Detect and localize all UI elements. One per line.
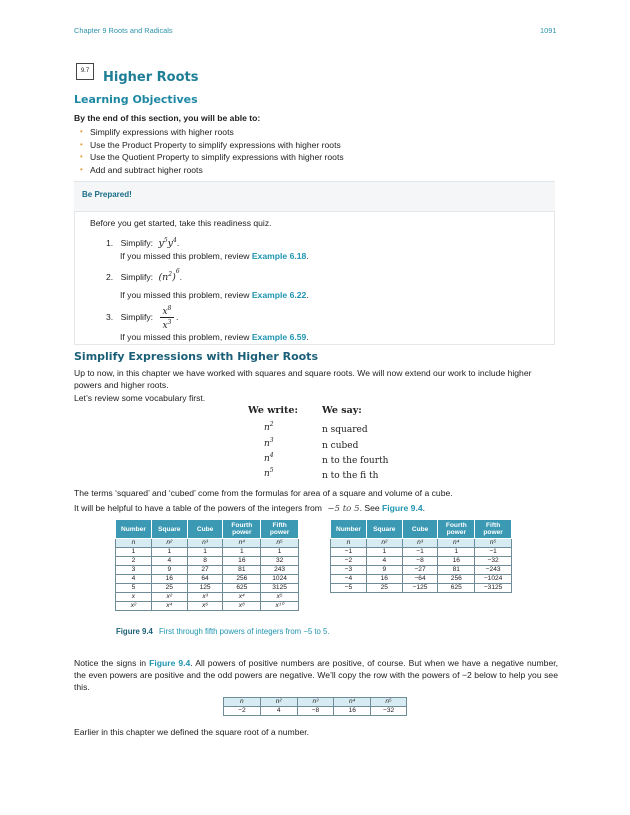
table-header: Square — [151, 520, 187, 539]
figure-link[interactable]: Figure 9.4 — [149, 658, 191, 668]
objective-item: • Use the Product Property to simplify expressions with higher roots — [76, 139, 344, 152]
table-row — [116, 566, 299, 575]
table-cell: x⁴ — [151, 602, 187, 611]
vocab-write-n3: $n^3$ — [264, 437, 274, 449]
terms-paragraph: The terms ‘squared’ and ‘cubed’ come from the formulas for area of a square and volume of a cube. — [74, 488, 453, 498]
table-cell: −1 — [331, 548, 367, 557]
table-cell: x³ — [187, 593, 223, 602]
quiz-simplify-label: Simplify: — [120, 272, 154, 283]
table-sub-header: n³ — [297, 698, 334, 707]
table-cell: x⁸ — [223, 602, 261, 611]
table-cell: −64 — [402, 575, 438, 584]
vocab-write-n2: $n^2$ — [264, 421, 274, 433]
powers-table-positive — [115, 519, 299, 611]
objectives-title: Learning Objectives — [74, 93, 198, 106]
notice-paragraph — [74, 657, 558, 693]
table-cell: 3 — [116, 566, 152, 575]
table-header: Number — [331, 520, 367, 539]
figure-link[interactable]: Figure 9.4 — [382, 503, 423, 513]
table-cell: 1 — [187, 548, 223, 557]
table-cell: x⁵ — [261, 593, 299, 602]
table-header: Cube — [187, 520, 223, 539]
table-cell: 1 — [261, 548, 299, 557]
section-number-badge: 9.7 — [76, 63, 94, 80]
table-cell: x² — [151, 593, 187, 602]
table-cell: 9 — [151, 566, 187, 575]
table-cell: 64 — [187, 575, 223, 584]
table-cell: 81 — [223, 566, 261, 575]
table-cell: 16 — [438, 557, 475, 566]
table-row — [116, 557, 299, 566]
quiz-number: 2. — [106, 272, 114, 283]
objectives-list — [76, 126, 344, 176]
quiz-expression-2: $(n^2)^6$ — [158, 268, 180, 284]
closing-paragraph: Earlier in this chapter we defined the square root of a number. — [74, 727, 310, 737]
table-cell: 4 — [260, 707, 297, 716]
review-link-example-6-59[interactable]: Example 6.59 — [251, 332, 307, 342]
table-cell: −8 — [297, 707, 334, 716]
table-cell: 1 — [438, 548, 475, 557]
table-cell: 16 — [334, 707, 371, 716]
table-row — [116, 602, 299, 611]
quiz-intro: Before you get started, take this readiness quiz. — [90, 218, 272, 228]
table-cell: 32 — [261, 557, 299, 566]
table-cell: −1024 — [475, 575, 512, 584]
table-sub-header: n — [116, 539, 152, 548]
notice-text: Notice the signs in — [74, 658, 147, 668]
review-link-example-6-18[interactable]: Example 6.18 — [251, 251, 307, 261]
table-header: Number — [116, 520, 152, 539]
table-cell: x² — [116, 602, 152, 611]
table-sub-header: n — [224, 698, 261, 707]
be-prepared-header — [74, 181, 555, 211]
table-cell: 16 — [151, 575, 187, 584]
table-cell: 25 — [366, 584, 402, 593]
vocab-head-write: We write: — [248, 405, 298, 416]
table-cell: −27 — [402, 566, 438, 575]
quiz-number: 1. — [106, 238, 114, 249]
table-row — [224, 707, 407, 716]
table-cell: −2 — [224, 707, 261, 716]
table-cell: x¹⁰ — [261, 602, 299, 611]
be-prepared-title: Be Prepared! — [82, 190, 132, 199]
table-header: Fifth power — [261, 520, 299, 539]
table-header: Cube — [402, 520, 438, 539]
quiz-item-2: 2. Simplify: $(n^2)^6$. — [106, 268, 183, 284]
table-sub-header: n — [331, 539, 367, 548]
table-cell: −1 — [475, 548, 512, 557]
table-header: Fourth power — [438, 520, 475, 539]
table-cell: 25 — [151, 584, 187, 593]
table-sub-header: n² — [151, 539, 187, 548]
table-cell: 27 — [187, 566, 223, 575]
range-expression: −5 to 5 — [327, 504, 360, 514]
quiz-expression-3: $x^8$ $x^3$ — [160, 304, 174, 331]
table-cell: 1 — [116, 548, 152, 557]
table-cell: x⁴ — [223, 593, 261, 602]
quiz-number: 3. — [106, 312, 114, 322]
notice-text: . All powers of positive numbers are positive, of course. But when we have a negative number, the even powers are positive and the odd powers are negative. We’ll copy the row with the powers of −2 below to help you see this. — [74, 658, 559, 692]
running-header-page-number: 1091 — [540, 26, 557, 35]
table-row — [116, 575, 299, 584]
vocab-say: n cubed — [322, 441, 359, 451]
quiz-item-1: 1. Simplify: $y^5y^4$. — [106, 237, 180, 250]
section-title: Higher Roots — [103, 70, 199, 85]
objective-item: • Simplify expressions with higher roots — [76, 126, 344, 139]
table-header: Fifth power — [475, 520, 512, 539]
vocab-say: n to the fi th — [322, 471, 379, 481]
table-cell: 625 — [223, 584, 261, 593]
vocab-write-n4: $n^4$ — [264, 452, 274, 464]
intro-paragraph: Up to now, in this chapter we have worked with squares and square roots. We will now extend our work to include higher powers and higher roots. — [74, 368, 532, 390]
table-cell: 4 — [366, 557, 402, 566]
quiz-review-3: If you missed this problem, review Example 6.59. — [120, 332, 309, 342]
vocab-say: n to the fourth — [322, 456, 389, 466]
quiz-review-text: If you missed this problem, review — [120, 251, 250, 261]
table-cell: −3 — [331, 566, 367, 575]
quiz-expression-1: $y^5y^4$ — [158, 237, 177, 250]
powers-table-negative — [330, 519, 512, 593]
table-row — [331, 584, 512, 593]
figure-label: Figure 9.4 — [116, 627, 153, 636]
table-cell: 3125 — [261, 584, 299, 593]
table-intro-text: . See — [359, 503, 380, 513]
quiz-simplify-label: Simplify: — [120, 312, 154, 322]
table-cell: x⁶ — [187, 602, 223, 611]
vocab-exponent: 4 — [269, 452, 274, 459]
vocab-write-n5: $n^5$ — [264, 467, 274, 479]
table-cell: 256 — [223, 575, 261, 584]
table-cell: −32 — [371, 707, 407, 716]
table-row — [116, 548, 299, 557]
quiz-review-1: If you missed this problem, review Example 6.18. — [120, 251, 309, 261]
quiz-simplify-label: Simplify: — [120, 238, 154, 249]
table-cell: 1024 — [261, 575, 299, 584]
quiz-review-text: If you missed this problem, review — [120, 332, 250, 342]
table-cell: 5 — [116, 584, 152, 593]
table-cell: 16 — [366, 575, 402, 584]
table-cell: −125 — [402, 584, 438, 593]
table-header: Square — [366, 520, 402, 539]
table-cell: 125 — [187, 584, 223, 593]
objective-item: • Use the Quotient Property to simplify expressions with higher roots — [76, 151, 344, 164]
table-sub-header: n⁴ — [438, 539, 475, 548]
vocab-intro: Let’s review some vocabulary first. — [74, 393, 206, 403]
table-row — [331, 575, 512, 584]
table-cell: −32 — [475, 557, 512, 566]
table-cell: 16 — [223, 557, 261, 566]
table-row — [331, 566, 512, 575]
table-cell: 1 — [151, 548, 187, 557]
quiz-item-3 — [106, 312, 153, 322]
vocab-exponent: 2 — [269, 421, 274, 428]
table-intro-text: . — [422, 503, 426, 513]
quiz-review-2: If you missed this problem, review Example 6.22. — [120, 290, 309, 300]
table-cell: 81 — [438, 566, 475, 575]
table-row — [331, 557, 512, 566]
table-sub-header: n⁴ — [334, 698, 371, 707]
table-cell: 9 — [366, 566, 402, 575]
table-cell: −243 — [475, 566, 512, 575]
vocab-exponent: 5 — [269, 467, 274, 474]
table-cell: 625 — [438, 584, 475, 593]
figure-caption-text: First through fifth powers of integers from −5 to 5. — [159, 627, 330, 636]
table-cell: −3125 — [475, 584, 512, 593]
figure-caption — [116, 627, 330, 636]
table-sub-header: n⁵ — [371, 698, 407, 707]
table-cell: 8 — [187, 557, 223, 566]
table-cell: 243 — [261, 566, 299, 575]
powers-table-minus-two — [223, 697, 407, 716]
table-cell: −4 — [331, 575, 367, 584]
table-cell: −5 — [331, 584, 367, 593]
subsection-title: Simplify Expressions with Higher Roots — [74, 350, 318, 363]
table-cell: x — [116, 593, 152, 602]
quiz-review-text: If you missed this problem, review — [120, 290, 250, 300]
table-sub-header: n² — [366, 539, 402, 548]
table-cell: −8 — [402, 557, 438, 566]
review-link-example-6-22[interactable]: Example 6.22 — [251, 290, 307, 300]
table-row — [116, 584, 299, 593]
table-intro-text: It will be helpful to have a table of the powers of the integers from — [74, 503, 322, 513]
table-row — [331, 548, 512, 557]
table-sub-header: n² — [260, 698, 297, 707]
table-cell: 1 — [223, 548, 261, 557]
table-sub-header: n⁴ — [223, 539, 261, 548]
vocab-exponent: 3 — [269, 437, 274, 444]
vocab-say: n squared — [322, 425, 368, 435]
table-cell: 1 — [366, 548, 402, 557]
table-intro-paragraph — [74, 503, 425, 514]
table-cell: 4 — [116, 575, 152, 584]
table-sub-header: n⁵ — [261, 539, 299, 548]
table-sub-header: n³ — [187, 539, 223, 548]
table-row — [116, 593, 299, 602]
table-cell: 256 — [438, 575, 475, 584]
vocab-head-say: We say: — [322, 405, 362, 416]
table-header: Fourth power — [223, 520, 261, 539]
table-cell: −2 — [331, 557, 367, 566]
table-cell: −1 — [402, 548, 438, 557]
table-sub-header: n⁵ — [475, 539, 512, 548]
table-sub-header: n³ — [402, 539, 438, 548]
table-cell: 4 — [151, 557, 187, 566]
running-header-chapter: Chapter 9 Roots and Radicals — [74, 26, 173, 35]
objectives-intro: By the end of this section, you will be able to: — [74, 113, 261, 123]
objective-item: • Add and subtract higher roots — [76, 164, 344, 177]
table-cell: 2 — [116, 557, 152, 566]
